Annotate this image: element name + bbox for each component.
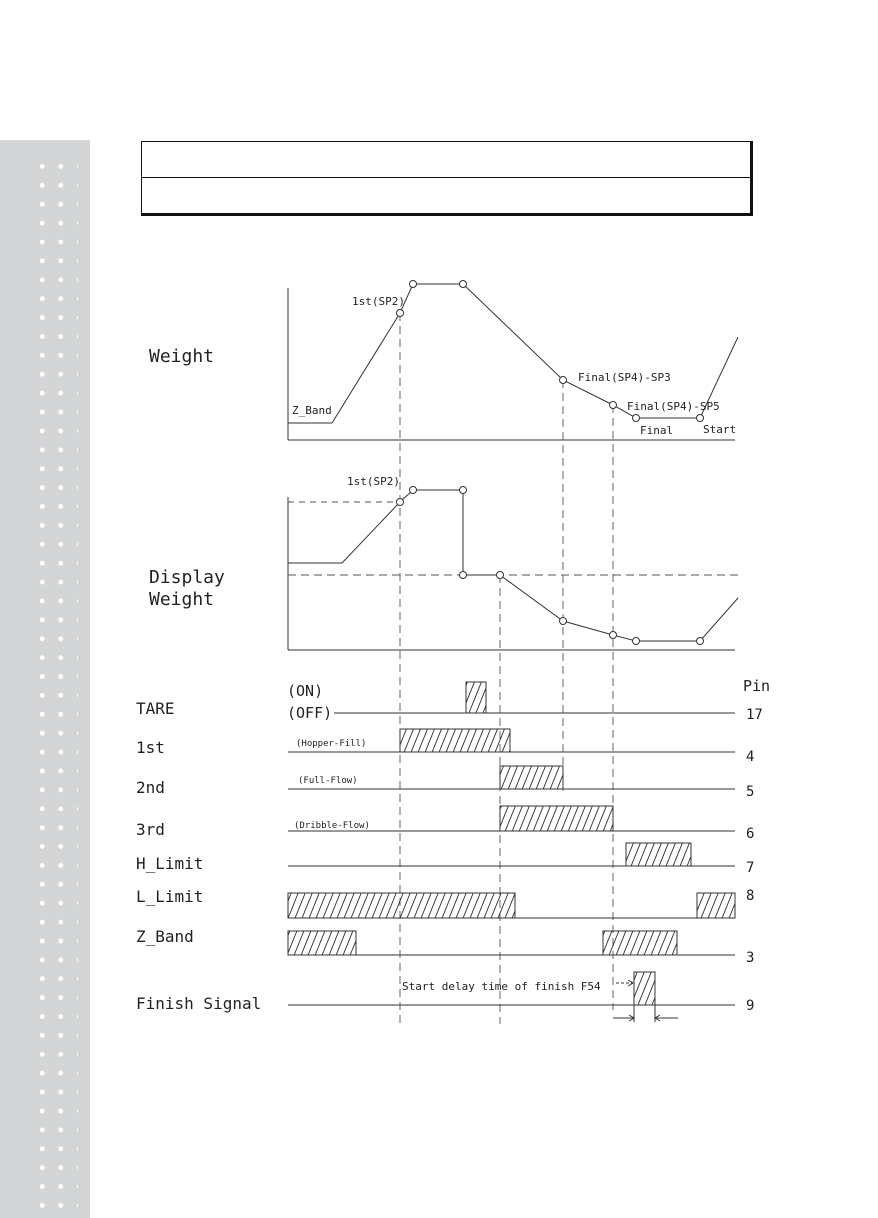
label-finish-signal: Finish Signal (136, 994, 262, 1013)
label-tare: TARE (136, 699, 175, 718)
annotations (287, 295, 736, 993)
label-z-band: Z_Band (136, 927, 194, 946)
label-weight: Weight (149, 346, 215, 367)
pin-tare: 17 (746, 707, 763, 723)
pin-l-limit: 8 (746, 888, 755, 904)
label-third: 3rd (136, 820, 165, 839)
signal-labels (136, 346, 261, 1013)
label-second: 2nd (136, 778, 165, 797)
label-h-limit: H_Limit (136, 854, 204, 873)
label-display-weight: Weight (149, 589, 215, 610)
annotation-dribble-flow: (Dribble-Flow) (294, 821, 370, 831)
annotation-hopper-fill: (Hopper-Fill) (296, 739, 367, 749)
annotation-z-band: Z_Band (292, 404, 332, 417)
annotation-final-sp5: Final(SP4)-SP5 (627, 400, 720, 413)
annotation-final-sp3: Final(SP4)-SP3 (578, 371, 671, 384)
label-display: Display (149, 567, 225, 588)
pin-h-limit: 7 (746, 860, 755, 876)
display-weight-graph (288, 487, 738, 651)
pin-z-band: 3 (746, 950, 755, 966)
pin-first: 4 (746, 749, 755, 765)
annotation-finish-delay: Start delay time of finish F54 (402, 980, 601, 993)
pin-finish: 9 (746, 998, 755, 1014)
annotation-off: (OFF) (287, 704, 333, 722)
label-l-limit: L_Limit (136, 887, 204, 906)
annotation-sp2-top: 1st(SP2) (352, 295, 405, 308)
annotation-full-flow: (Full-Flow) (298, 776, 358, 786)
pin-second: 5 (746, 784, 755, 800)
annotation-start: Start (703, 423, 737, 436)
pin-third: 6 (746, 826, 755, 842)
pin-numbers (743, 677, 770, 1014)
annotation-final: Final (640, 424, 674, 437)
annotation-sp2-display: 1st(SP2) (347, 475, 400, 488)
label-first: 1st (136, 738, 165, 757)
pin-header: Pin (743, 677, 771, 695)
timing-signals (288, 682, 735, 1022)
annotation-on: (ON) (287, 682, 324, 700)
